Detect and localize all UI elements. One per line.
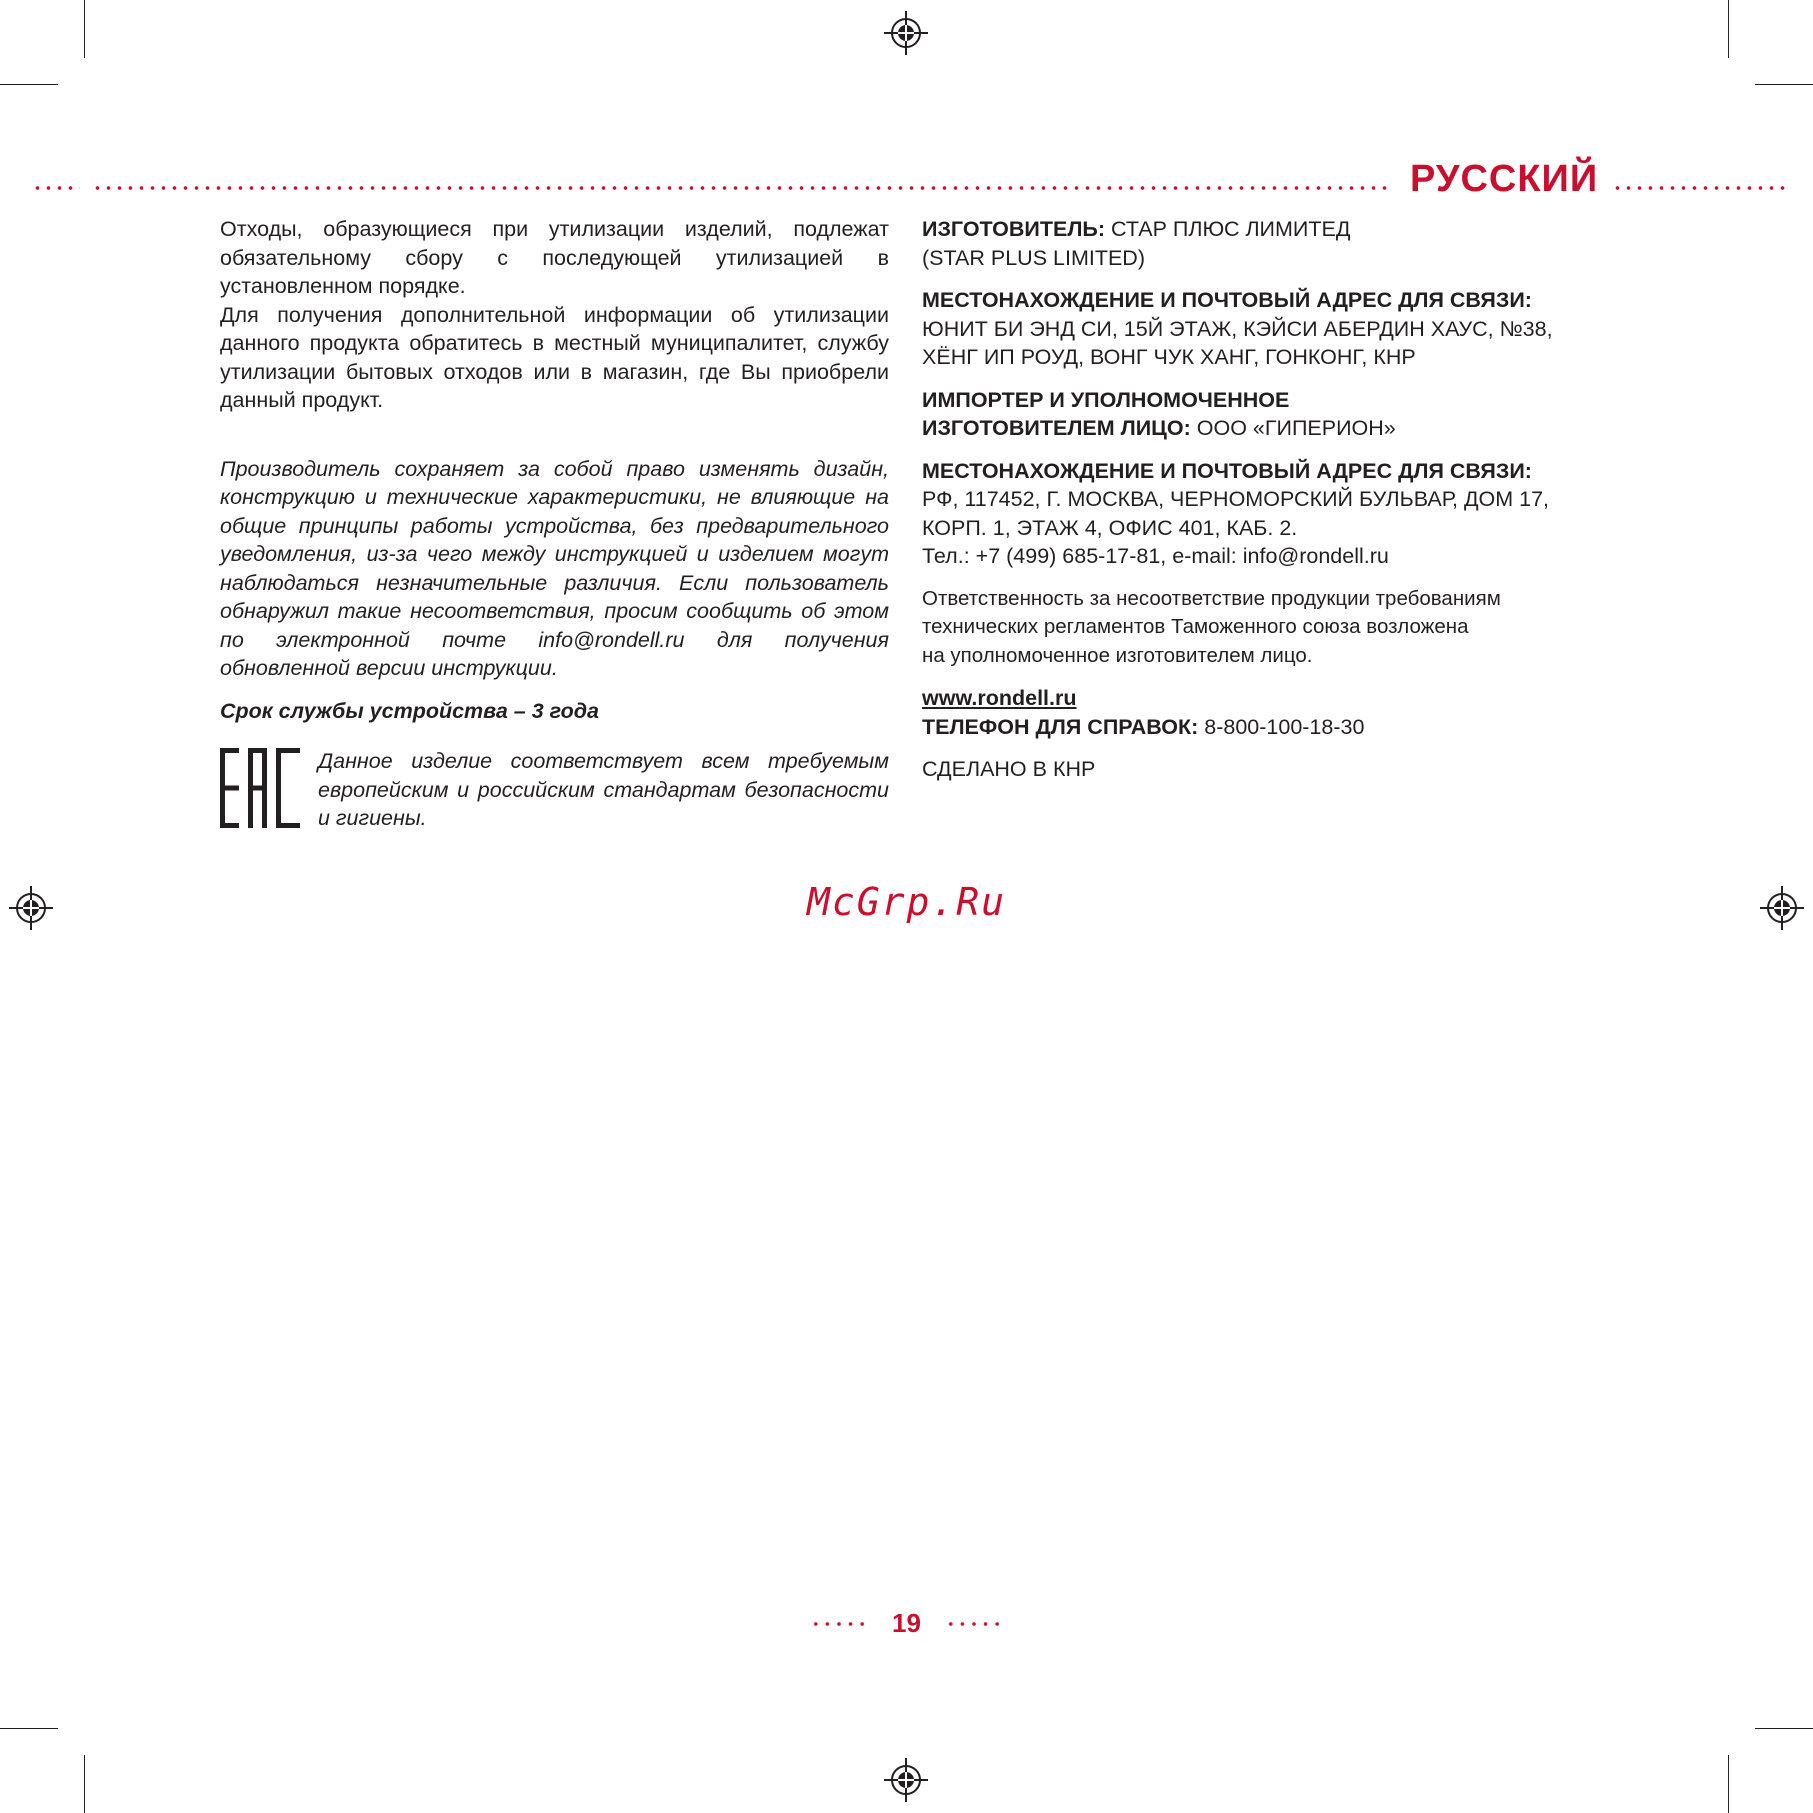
eac-logo-icon xyxy=(220,748,300,828)
address1-line1: ЮНИТ БИ ЭНД СИ, 15Й ЭТАЖ, КЭЙСИ АБЕРДИН ХАУС, №38, xyxy=(922,316,1553,341)
crop-mark xyxy=(1728,1755,1729,1813)
eac-block xyxy=(220,747,889,833)
header-dots-right xyxy=(1612,186,1790,190)
manufacturer-value: СТАР ПЛЮС ЛИМИТЕД xyxy=(1111,217,1351,241)
phone-value: 8-800-100-18-30 xyxy=(1204,714,1365,739)
footer xyxy=(0,1608,1813,1639)
importer-label-line1: ИМПОРТЕР И УПОЛНОМОЧЕННОЕ xyxy=(922,387,1290,412)
footer-dots-right xyxy=(945,1622,1003,1626)
responsibility-line3: на уполномоченное изготовителем лицо. xyxy=(922,643,1313,667)
importer-value: ООО «ГИПЕРИОН» xyxy=(1196,416,1396,440)
contacts-line: Тел.: +7 (499) 685-17-81, e-mail: info@rondell.ru xyxy=(922,544,1389,568)
address2-line2: КОРП. 1, ЭТАЖ 4, ОФИС 401, КАБ. 2. xyxy=(922,515,1298,540)
crop-mark xyxy=(1728,0,1729,58)
footer-dots-left xyxy=(810,1622,868,1626)
crop-mark xyxy=(1755,84,1813,85)
importer-label-line2: ИЗГОТОВИТЕЛЕМ ЛИЦО: xyxy=(922,416,1191,440)
crop-mark xyxy=(1755,1728,1813,1729)
responsibility-line2: технических регламентов Таможенного союза возложена xyxy=(922,615,1469,638)
address1-label: МЕСТОНАХОЖДЕНИЕ И ПОЧТОВЫЙ АДРЕС ДЛЯ СВЯЗИ: xyxy=(922,288,1532,312)
crop-mark xyxy=(84,0,85,58)
manufacturer-label: ИЗГОТОВИТЕЛЬ: xyxy=(922,217,1106,241)
header-dots-left xyxy=(92,186,1392,190)
made-in: СДЕЛАНО В КНР xyxy=(922,757,1096,781)
responsibility-line1: Ответственность за несоответствие продукции требованиям xyxy=(922,586,1501,610)
address2-label: МЕСТОНАХОЖДЕНИЕ И ПОЧТОВЫЙ АДРЕС ДЛЯ СВЯЗИ: xyxy=(922,458,1532,483)
disclaimer-paragraph: Производитель сохраняет за собой право изменять дизайн, конструкцию и технические характеристики, не влияющие на общие принципы работы устройства, без предварительного уведомления, из-за чего между инструкцией и изделием могут наблюдаться незначительные различия. Если пользователь обнаружил такие несоответствия, просим сообщить об этом по электронной почте info@rondell.ru для получения обновленной версии инструкции. xyxy=(220,456,889,680)
importer-line xyxy=(922,414,1622,443)
phone-label: ТЕЛЕФОН ДЛЯ СПРАВОК: xyxy=(922,714,1199,739)
manufacturer-latin: (STAR PLUS LIMITED) xyxy=(922,245,1145,270)
manufacturer-line xyxy=(922,215,1622,244)
eac-text: Данное изделие соответствует всем требуемым европейским и российским стандартам безопасности и гигиены. xyxy=(318,749,889,830)
registration-mark-icon xyxy=(884,11,928,55)
crop-mark xyxy=(84,1755,85,1813)
address2-line1: РФ, 117452, Г. МОСКВА, ЧЕРНОМОРСКИЙ БУЛЬВАР, ДОМ 17, xyxy=(922,487,1549,511)
address1-line2: ХЁНГ ИП РОУД, ВОНГ ЧУК ХАНГ, ГОНКОНГ, КНР xyxy=(922,345,1416,369)
page-number: 19 xyxy=(892,1608,921,1638)
crop-mark xyxy=(0,1728,58,1729)
website-link[interactable]: www.rondell.ru xyxy=(922,686,1077,710)
disposal-paragraph-1: Отходы, образующиеся при утилизации изделий, подлежат обязательному сбору с последующей утилизацией в установленном порядке. xyxy=(220,217,889,298)
left-column xyxy=(220,215,889,833)
registration-mark-icon xyxy=(884,1758,928,1802)
language-title: РУССКИЙ xyxy=(1410,158,1599,200)
website-line xyxy=(922,684,1622,713)
header-dots-left-short xyxy=(32,186,80,190)
crop-mark xyxy=(0,84,58,85)
disposal-paragraph-2: Для получения дополнительной информации об утилизации данного продукта обратитесь в местный муниципалитет, службу утилизации бытовых отходов или в магазин, где Вы приобрели данный продукт. xyxy=(220,302,889,412)
right-column xyxy=(922,215,1622,784)
watermark: McGrp.Ru xyxy=(806,880,1007,924)
service-life: Срок службы устройства – 3 года xyxy=(220,698,599,723)
phone-line xyxy=(922,713,1622,742)
